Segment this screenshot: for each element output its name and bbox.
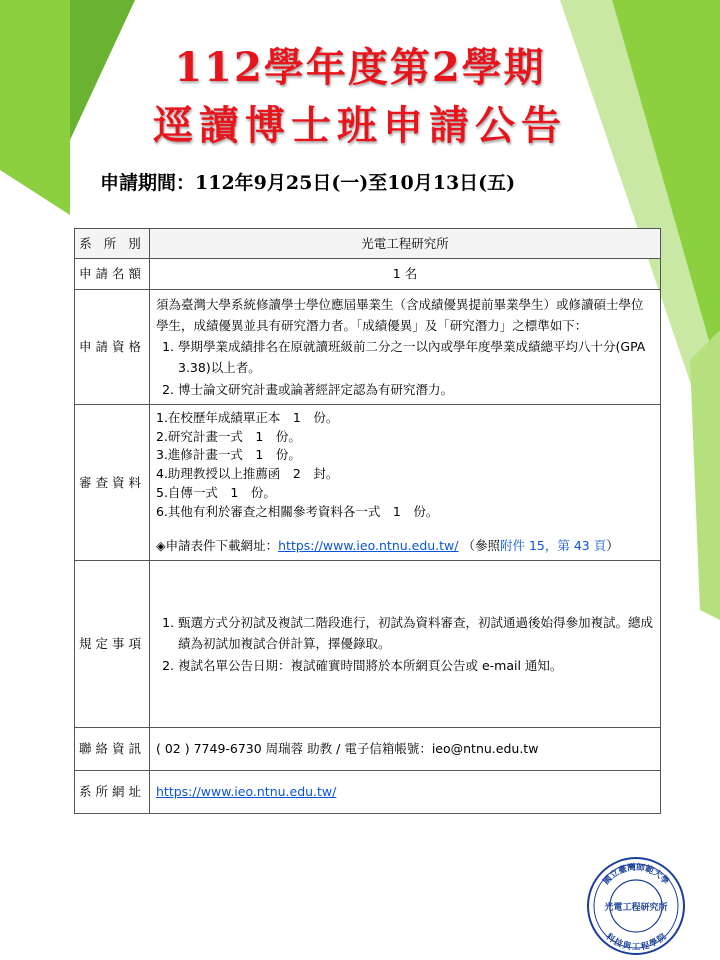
materials-item: 5.自傳一式 1 份。 (156, 484, 276, 500)
website-label: 系所網址 (75, 771, 150, 814)
institute-seal-icon (586, 856, 686, 956)
quota-label: 申請名額 (75, 259, 150, 289)
contact-label: 聯絡資訊 (75, 728, 150, 771)
table-row-contact (75, 728, 661, 771)
ref-close: ） (606, 538, 619, 554)
dept-label: 系 所 別 (75, 229, 150, 259)
ref-open: （參照 (462, 538, 500, 554)
rules-item: 1. 甄選方式分初試及複試二階段進行，初試為資料審查，初試通過後始得參加複試。總成績為初試加複試合併計算，擇優錄取。 (178, 612, 654, 655)
materials-label: 審查資料 (75, 404, 150, 560)
dept-value: 光電工程研究所 (150, 229, 661, 259)
seal-center-text: 光電工程研究所 (604, 903, 668, 913)
table-row-quota (75, 259, 661, 289)
table-row-dept (75, 229, 661, 259)
seal-top-text: 國立臺灣師範大學 (601, 862, 671, 887)
eligibility-item: 1. 學期學業成績排名在原就讀班級前二分之一以內或學年度學業成績總平均八十分(GPA 3.38)以上者。 (178, 336, 654, 379)
materials-content (150, 404, 661, 560)
eligibility-label: 申請資格 (75, 289, 150, 404)
rules-content (150, 561, 661, 728)
rules-item: 2. 複試名單公告日期：複試確實時間將於本所網頁公告或 e-mail 通知。 (178, 655, 654, 676)
table-row-website (75, 771, 661, 814)
download-prefix: ◈申請表件下載網址： (156, 538, 279, 554)
eligibility-intro: 須為臺灣大學系統修讀學士學位應屆畢業生（含成績優異提前畢業學生）或修讀碩士學位學生，成績優異並具有研究潛力者。「成績優異」及「研究潛力」之標準如下： (156, 296, 644, 333)
ref-appendix: 附件 15，第 43 頁 (500, 538, 607, 554)
application-period: 申請期間：112年9月25日(一)至10月13日(五) (100, 172, 516, 194)
materials-item: 1.在校歷年成績單正本 1 份。 (156, 409, 339, 425)
materials-item: 6.其他有利於審查之相關參考資料各一式 1 份。 (156, 503, 439, 519)
eligibility-item: 2. 博士論文研究計畫或論著經評定認為有研究潛力。 (178, 379, 654, 400)
contact-value: ( 02 ) 7749-6730 周瑞蓉 助教 / 電子信箱帳號：ieo@ntnu.edu.tw (150, 728, 661, 771)
materials-item: 4.助理教授以上推薦函 2 封。 (156, 466, 339, 481)
download-line (156, 537, 654, 556)
page-title-line1: 112學年度第2學期 (174, 44, 546, 91)
table-row-eligibility (75, 289, 661, 404)
seal-bottom-text: 科技與工程學院 (603, 931, 669, 953)
quota-value: 1 名 (150, 259, 661, 289)
page-title-line2: 逕讀博士班申請公告 (153, 102, 567, 149)
table-row-rules (75, 561, 661, 728)
announcement-table (74, 228, 661, 814)
website-value (150, 771, 661, 814)
materials-item: 2.研究計畫一式 1 份。 (156, 428, 301, 444)
table-row-materials (75, 404, 661, 560)
rules-label: 規定事項 (75, 561, 150, 728)
download-link[interactable]: https://www.ieo.ntnu.edu.tw/ (278, 538, 459, 554)
materials-item: 3.進修計畫一式 1 份。 (156, 447, 301, 463)
eligibility-content (150, 289, 661, 404)
website-link[interactable]: https://www.ieo.ntnu.edu.tw/ (156, 784, 337, 800)
